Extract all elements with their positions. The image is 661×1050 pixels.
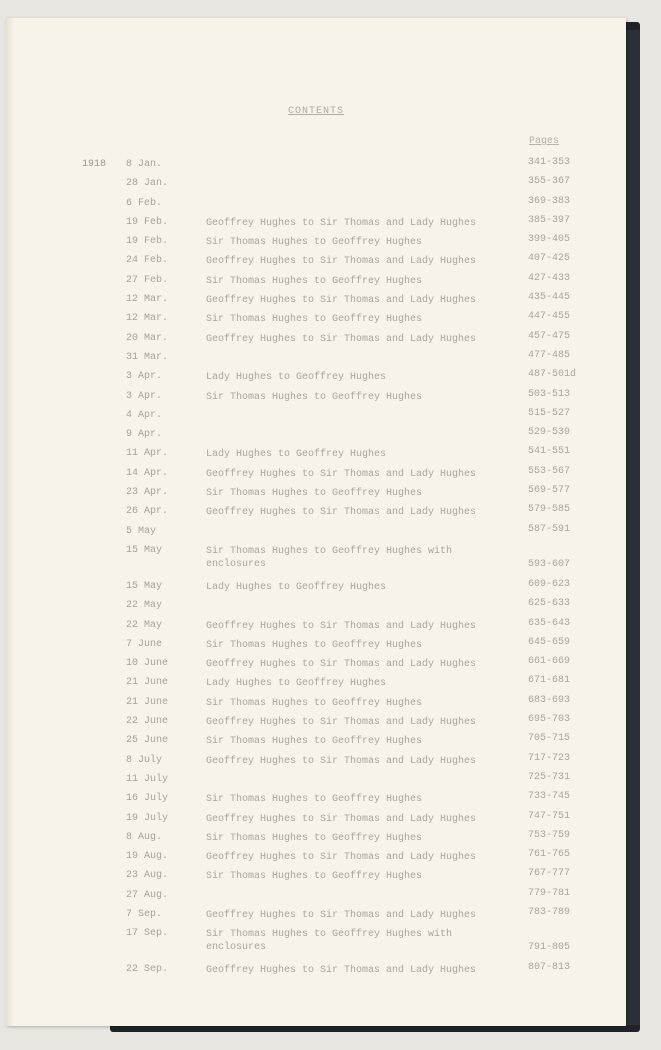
entry-pages: 747-751 [528,810,571,822]
entry-date: 11 Apr. [126,448,169,460]
entry-pages: 457-475 [528,330,571,342]
entry-pages: 399-405 [528,234,571,246]
entry-pages: 355-367 [528,176,571,188]
entry-description: Sir Thomas Hughes to Geoffrey Hughes with enclosures [206,929,453,954]
entry-description: Sir Thomas Hughes to Geoffrey Hughes [206,639,423,651]
entry-pages: 477-485 [528,349,571,361]
entry-date: 14 Apr. [126,467,169,479]
entry-date: 26 Apr. [126,506,169,518]
entry-pages: 579-585 [528,504,571,516]
entry-description: Geoffrey Hughes to Sir Thomas and Lady Hughes [206,813,477,825]
entry-description: Geoffrey Hughes to Sir Thomas and Lady Hughes [206,217,477,229]
entry-date: 5 May [126,525,157,537]
contents-row [6,810,626,829]
contents-row [6,694,626,713]
entry-pages: 645-659 [528,636,571,648]
entry-description: Geoffrey Hughes to Sir Thomas and Lady Hughes [206,717,477,729]
entry-date: 7 Sep. [126,908,163,920]
contents-row [6,465,626,484]
contents-row [6,252,626,271]
entry-date: 12 Mar. [126,294,169,306]
contents-row [6,330,626,349]
contents-row [6,829,626,848]
contents-row [6,867,626,886]
entry-description: Geoffrey Hughes to Sir Thomas and Lady Hughes [206,620,477,632]
entry-description: Geoffrey Hughes to Sir Thomas and Lady Hughes [206,755,477,767]
contents-list [6,156,626,981]
entry-pages: 807-813 [528,962,571,974]
entry-pages: 609-623 [528,578,571,590]
entry-description: Sir Thomas Hughes to Geoffrey Hughes [206,391,423,403]
entry-pages: 733-745 [528,791,571,803]
entry-description: Lady Hughes to Geoffrey Hughes [206,449,387,461]
entry-date: 16 July [126,793,169,805]
entry-date: 8 Aug. [126,831,163,843]
entry-pages: 407-425 [528,253,571,265]
entry-description: Sir Thomas Hughes to Geoffrey Hughes [206,237,423,249]
entry-date: 27 Feb. [126,274,169,286]
entry-pages: 515-527 [528,407,571,419]
entry-date: 20 Mar. [126,332,169,344]
entry-pages: 767-777 [528,868,571,880]
entry-description: Geoffrey Hughes to Sir Thomas and Lady Hughes [206,507,477,519]
contents-row [6,214,626,233]
entry-date: 19 Feb. [126,236,169,248]
entry-description: Sir Thomas Hughes to Geoffrey Hughes [206,275,423,287]
page-fold-shadow [6,18,14,1026]
entry-pages: 487-501d [528,369,577,381]
entry-date: 23 Apr. [126,487,169,499]
entry-date: 23 Aug. [126,870,169,882]
contents-row [6,961,626,980]
contents-row [6,195,626,214]
contents-row [6,925,626,961]
entry-description: Sir Thomas Hughes to Geoffrey Hughes with enclosures [206,545,453,570]
entry-date: 25 June [126,735,169,747]
contents-row [6,175,626,194]
entry-pages: 529-539 [528,427,571,439]
contents-row [6,368,626,387]
contents-row [6,674,626,693]
entry-date: 8 Jan. [126,159,163,170]
entry-description: Lady Hughes to Geoffrey Hughes [206,678,387,690]
entry-pages: 553-567 [528,465,571,477]
entry-pages: 385-397 [528,214,571,226]
entry-date: 11 July [126,773,169,785]
contents-row [6,887,626,906]
entry-pages: 447-455 [528,311,571,323]
entry-description: Sir Thomas Hughes to Geoffrey Hughes [206,736,423,748]
entry-description: Geoffrey Hughes to Sir Thomas and Lady Hughes [206,256,477,268]
entry-pages: 587-591 [528,523,571,535]
entry-date: 19 Aug. [126,851,169,863]
contents-row [6,752,626,771]
contents-row [6,713,626,732]
contents-row [6,233,626,252]
entry-description: Geoffrey Hughes to Sir Thomas and Lady Hughes [206,659,477,671]
entry-date: 19 Feb. [126,216,169,228]
entry-date: 22 Sep. [126,964,169,976]
contents-row [6,523,626,542]
entry-date: 17 Sep. [126,928,169,940]
contents-row [6,310,626,329]
entry-description: Geoffrey Hughes to Sir Thomas and Lady Hughes [206,965,477,977]
entry-description: Lady Hughes to Geoffrey Hughes [206,581,387,593]
entry-description: Sir Thomas Hughes to Geoffrey Hughes [206,832,423,844]
entry-pages: 635-643 [528,617,571,629]
contents-row [6,848,626,867]
entry-date: 8 July [126,754,163,766]
entry-date: 27 Aug. [126,889,169,901]
entry-pages: 661-669 [528,656,571,668]
entry-pages: 695-703 [528,714,571,726]
contents-row [6,790,626,809]
contents-row [6,272,626,291]
entry-pages: 569-577 [528,485,571,497]
entry-pages: 593-607 [528,558,571,570]
entry-pages: 541-551 [528,446,571,458]
entry-date: 21 June [126,696,169,708]
contents-row [6,156,626,175]
entry-description: Sir Thomas Hughes to Geoffrey Hughes [206,488,423,500]
entry-date: 19 July [126,812,169,824]
entry-date: 3 Apr. [126,390,163,402]
contents-row [6,291,626,310]
document-page [6,18,626,1026]
contents-row [6,732,626,751]
entry-description: Sir Thomas Hughes to Geoffrey Hughes [206,794,423,806]
entry-pages: 671-681 [528,675,571,687]
contents-row [6,484,626,503]
contents-row [6,349,626,368]
contents-row [6,407,626,426]
entry-description: Sir Thomas Hughes to Geoffrey Hughes [206,697,423,709]
year-label: 1918 [82,159,107,170]
entry-description: Geoffrey Hughes to Sir Thomas and Lady Hughes [206,295,477,307]
contents-row [6,445,626,464]
contents-heading: CONTENTS [287,106,344,117]
entry-date: 4 Apr. [126,409,163,421]
contents-row [6,906,626,925]
entry-pages: 427-433 [528,272,571,284]
contents-row [6,578,626,597]
entry-pages: 369-383 [528,195,571,207]
entry-description: Geoffrey Hughes to Sir Thomas and Lady Hughes [206,468,477,480]
entry-description: Geoffrey Hughes to Sir Thomas and Lady Hughes [206,852,477,864]
contents-row [6,542,626,578]
contents-row [6,617,626,636]
entry-date: 6 Feb. [126,197,163,209]
contents-row [6,771,626,790]
entry-pages: 683-693 [528,694,571,706]
entry-pages: 717-723 [528,752,571,764]
entry-date: 22 May [126,600,163,612]
entry-pages: 725-731 [528,771,571,783]
contents-row [6,597,626,616]
entry-pages: 761-765 [528,849,571,861]
contents-row [6,503,626,522]
entry-date: 22 June [126,716,169,728]
entry-pages: 435-445 [528,292,571,304]
entry-description: Lady Hughes to Geoffrey Hughes [206,372,387,384]
pages-column-header: Pages [529,136,560,147]
entry-pages: 791-805 [528,942,571,954]
entry-pages: 341-353 [528,157,571,168]
entry-pages: 783-789 [528,906,571,918]
contents-row [6,655,626,674]
entry-date: 22 May [126,619,163,631]
contents-row [6,388,626,407]
entry-date: 3 Apr. [126,371,163,383]
entry-description: Geoffrey Hughes to Sir Thomas and Lady Hughes [206,909,477,921]
entry-date: 9 Apr. [126,429,163,441]
entry-date: 15 May [126,544,163,556]
entry-pages: 753-759 [528,829,571,841]
entry-date: 28 Jan. [126,178,169,190]
entry-date: 31 Mar. [126,351,169,363]
entry-date: 10 June [126,658,169,670]
entry-pages: 705-715 [528,733,571,745]
entry-description: Sir Thomas Hughes to Geoffrey Hughes [206,871,423,883]
contents-row [6,636,626,655]
entry-date: 7 June [126,638,163,650]
contents-row [6,426,626,445]
entry-date: 15 May [126,580,163,592]
entry-date: 12 Mar. [126,313,169,325]
entry-pages: 625-633 [528,598,571,610]
entry-pages: 779-781 [528,887,571,899]
entry-date: 24 Feb. [126,255,169,267]
entry-date: 21 June [126,677,169,689]
entry-description: Sir Thomas Hughes to Geoffrey Hughes [206,314,423,326]
entry-description: Geoffrey Hughes to Sir Thomas and Lady Hughes [206,333,477,345]
entry-pages: 503-513 [528,388,571,400]
